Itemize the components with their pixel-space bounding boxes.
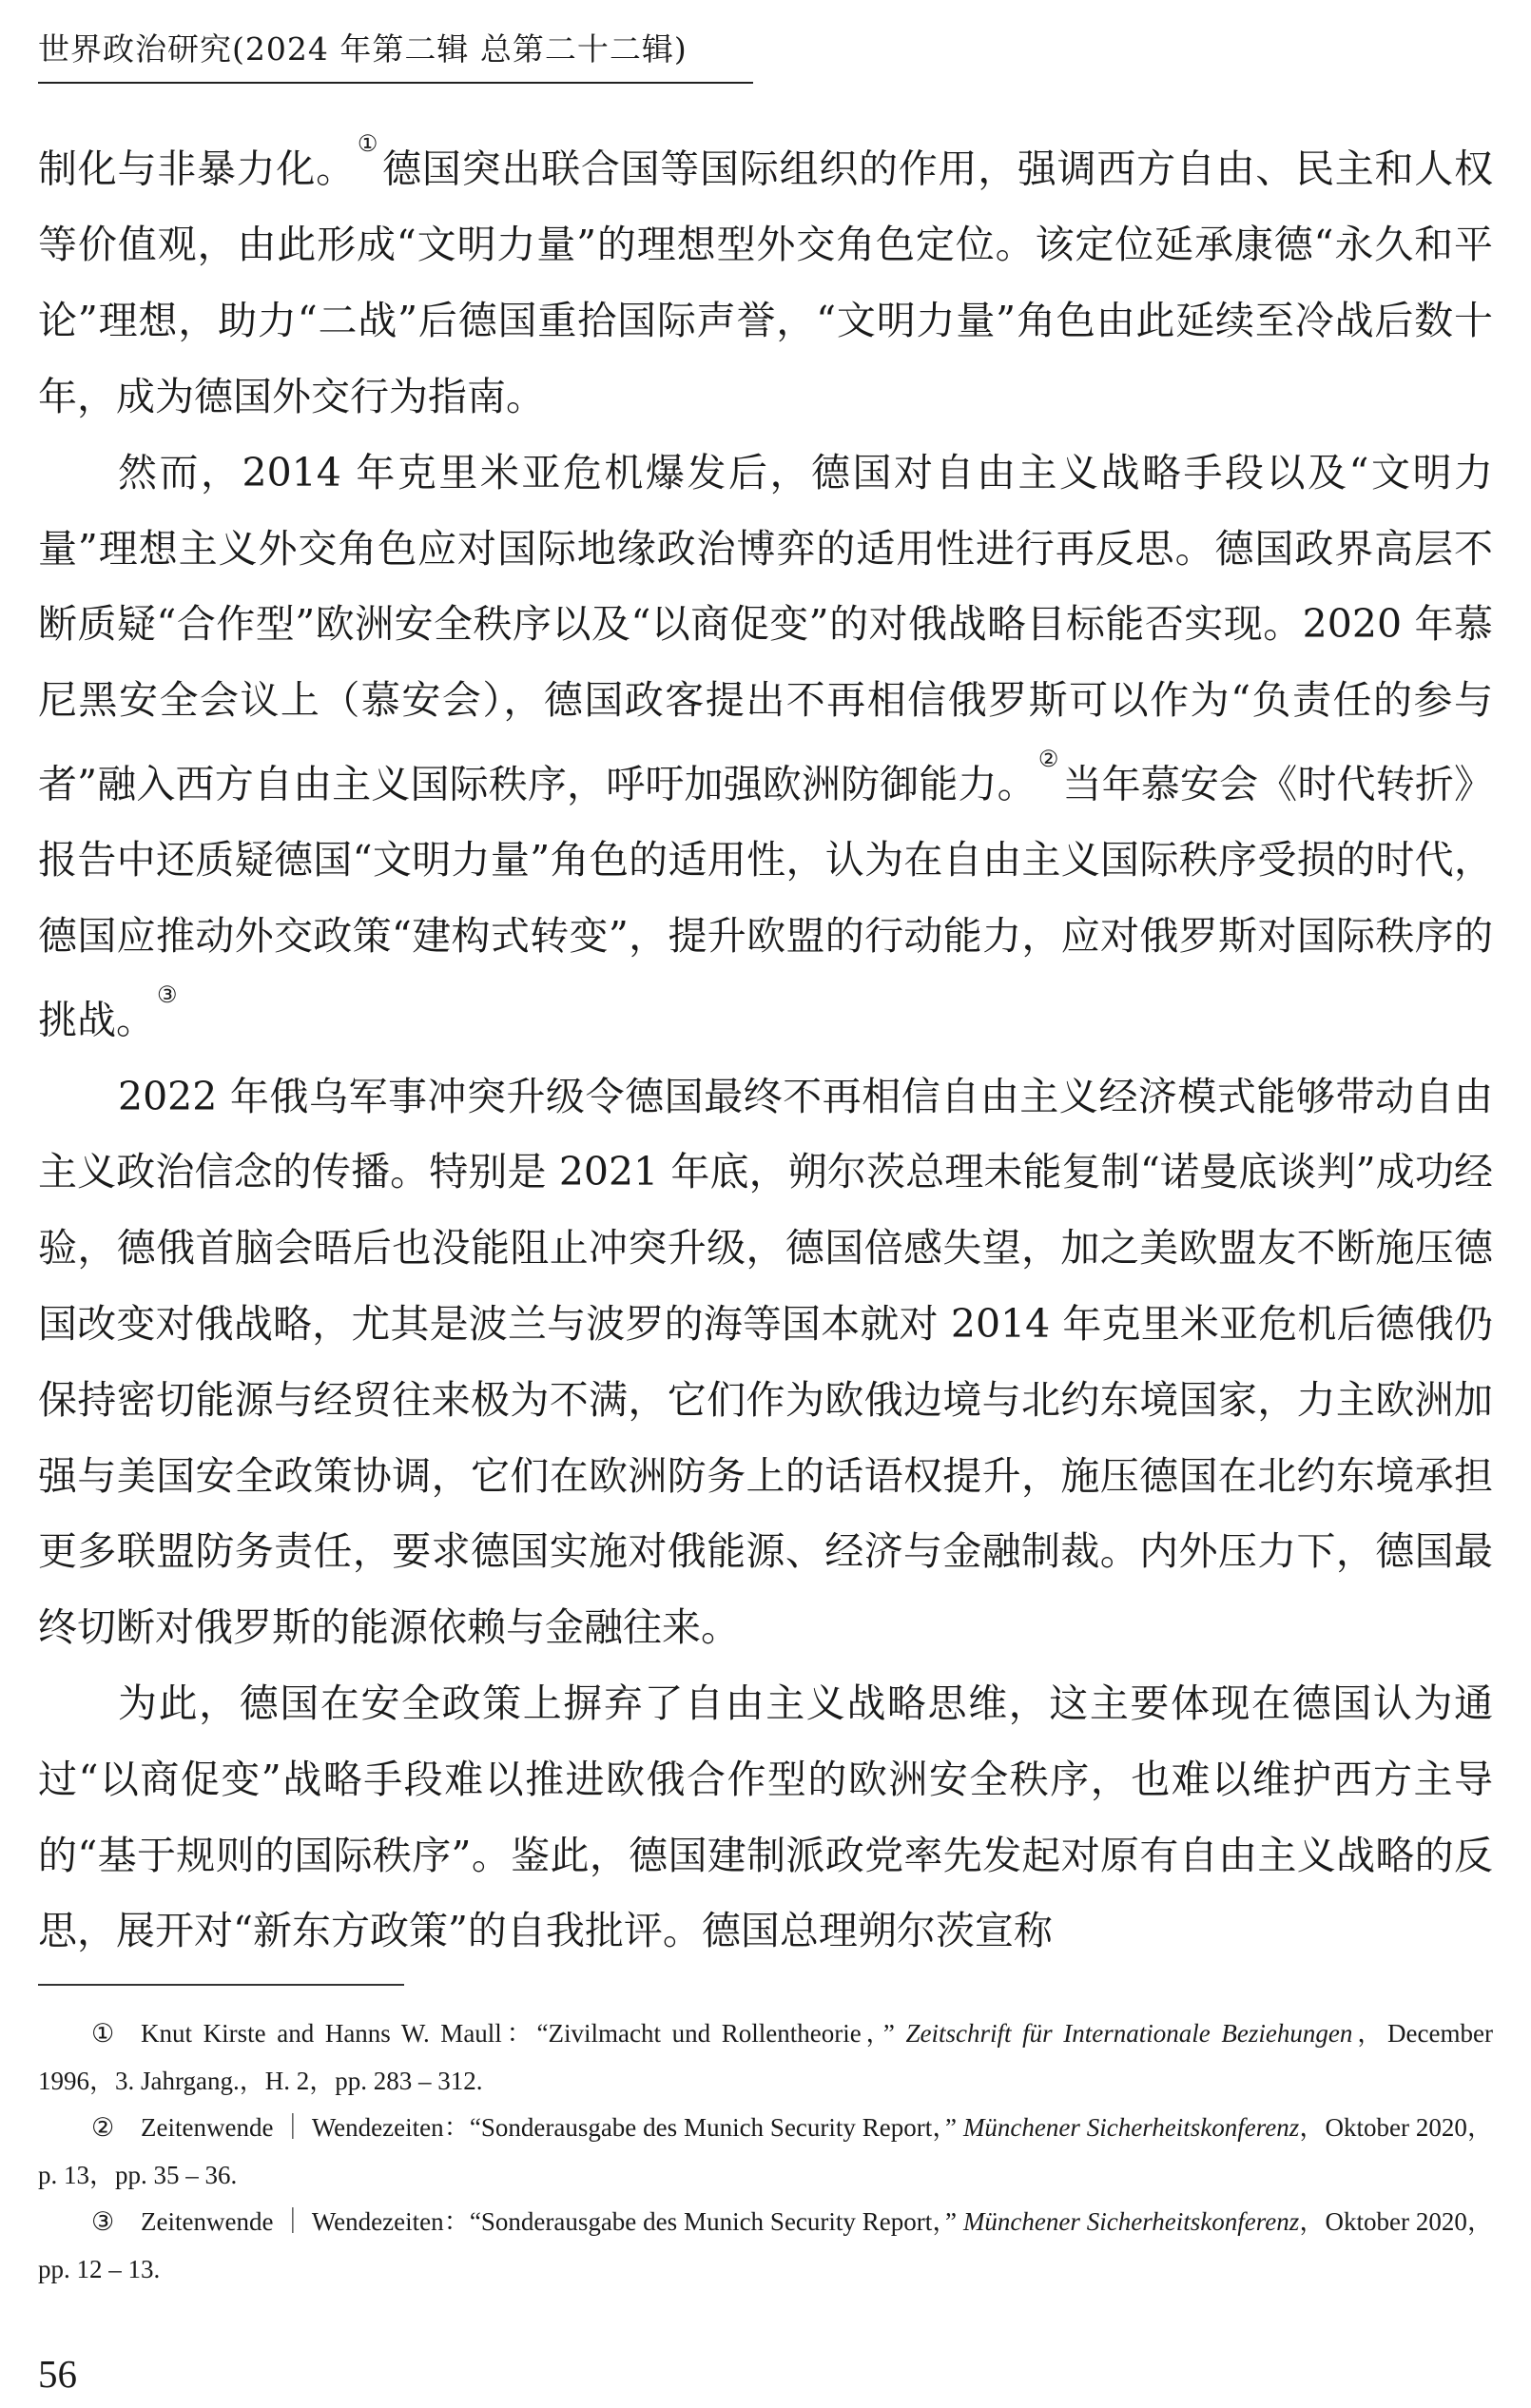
footnotes: [38, 2010, 1493, 2293]
footnote-3-number: ③: [91, 2207, 115, 2236]
footnote-2-text: Zeitenwende ｜ Wendezeiten：“Sonderausgabe des Munich Security Report，”: [141, 2113, 958, 2142]
paragraph-1: [38, 124, 1493, 436]
header-rule: [38, 82, 753, 84]
footnote-rule: [38, 1984, 404, 1986]
footnote-2-rest: ，Oktober 2020，p. 13，pp. 35 – 36.: [38, 2113, 1493, 2189]
footnote-1: [38, 2010, 1493, 2105]
footnote-3-rest: ，Oktober 2020，pp. 12 – 13.: [38, 2207, 1493, 2283]
footnote-1-number: ①: [91, 2019, 115, 2048]
paragraph-2-part-2: 当年慕安会《时代转折》报告中还质疑德国“文明力量”角色的适用性，认为在自由主义国际秩序受损的时代，德国应推动外交政策“建构式转变”，提升欧盟的行动能力，应对俄罗斯对国际秩序的挑战。: [38, 761, 1494, 1043]
footnote-ref-1[interactable]: ①: [357, 130, 379, 157]
footnote-2-number: ②: [91, 2113, 115, 2142]
footnote-1-journal: Zeitschrift für Internationale Beziehungen: [905, 2019, 1353, 2048]
footnote-3-text: Zeitenwende ｜ Wendezeiten：“Sonderausgabe des Munich Security Report，”: [141, 2207, 958, 2236]
paragraph-1-start: 制化与非暴力化。: [38, 146, 356, 192]
footnote-1-rest: ，December 1996，3. Jahrgang.，H. 2，pp. 283 – 312.: [38, 2019, 1493, 2095]
footnote-2-journal: Münchener Sicherheitskonferenz: [962, 2113, 1300, 2142]
footnote-3: [38, 2199, 1493, 2293]
footnote-2: [38, 2105, 1493, 2199]
paragraph-2: [38, 436, 1493, 1059]
footnote-3-journal: Münchener Sicherheitskonferenz: [962, 2207, 1300, 2236]
footnote-ref-3[interactable]: ③: [157, 981, 178, 1009]
paragraph-3: 2022 年俄乌军事冲突升级令德国最终不再相信自由主义经济模式能够带动自由主义政治信念的传播。特别是 2021 年底，朔尔茨总理未能复制“诺曼底谈判”成功经验，德俄首脑会晤后也没能阻止冲突升级，德国倍感失望，加之美欧盟友不断施压德国改变对俄战略，尤其是波兰与波罗的海等国本就对 2014 年克里米亚危机后德俄仍保持密切能源与经贸往来极为不满，它们作为欧俄边境与北约东境国家，力主欧洲加强与美国安全政策协调，它们在欧洲防务上的话语权提升，施压德国在北约东境承担更多联盟防务责任，要求德国实施对俄能源、经济与金融制裁。内外压力下，德国最终切断对俄罗斯的能源依赖与金融往来。: [38, 1073, 1493, 1651]
paragraph-1-rest: 德国突出联合国等国际组织的作用，强调西方自由、民主和人权等价值观，由此形成“文明力量”的理想型外交角色定位。该定位延承康德“永久和平论”理想，助力“二战”后德国重拾国际声誉，“文明力量”角色由此延续至冷战后数十年，成为德国外交行为指南。: [38, 146, 1494, 420]
footnote-1-text: Knut Kirste and Hanns W. Maull：“Zivilmacht und Rollentheorie，”: [141, 2019, 895, 2048]
running-header: 世界政治研究(2024 年第二辑 总第二十二辑): [38, 30, 688, 68]
paragraph-4: 为此，德国在安全政策上摒弃了自由主义战略思维，这主要体现在德国认为通过“以商促变”战略手段难以推进欧俄合作型的欧洲安全秩序，也难以维护西方主导的“基于规则的国际秩序”。鉴此，德国建制派政党率先发起对原有自由主义战略的反思，展开对“新东方政策”的自我批评。德国总理朔尔茨宣称: [38, 1680, 1493, 1954]
body-text: [38, 124, 1493, 1970]
paragraph-2-part-1: 然而，2014 年克里米亚危机爆发后，德国对自由主义战略手段以及“文明力量”理想主义外交角色应对国际地缘政治博弈的适用性进行再反思。德国政界高层不断质疑“合作型”欧洲安全秩序以及“以商促变”的对俄战略目标能否实现。2020 年慕尼黑安全会议上（慕安会），德国政客提出不再相信俄罗斯可以作为“负责任的参与者”融入西方自由主义国际秩序，呼吁加强欧洲防御能力。: [38, 449, 1493, 807]
page-number: 56: [38, 2352, 77, 2396]
footnote-ref-2[interactable]: ②: [1037, 746, 1059, 773]
